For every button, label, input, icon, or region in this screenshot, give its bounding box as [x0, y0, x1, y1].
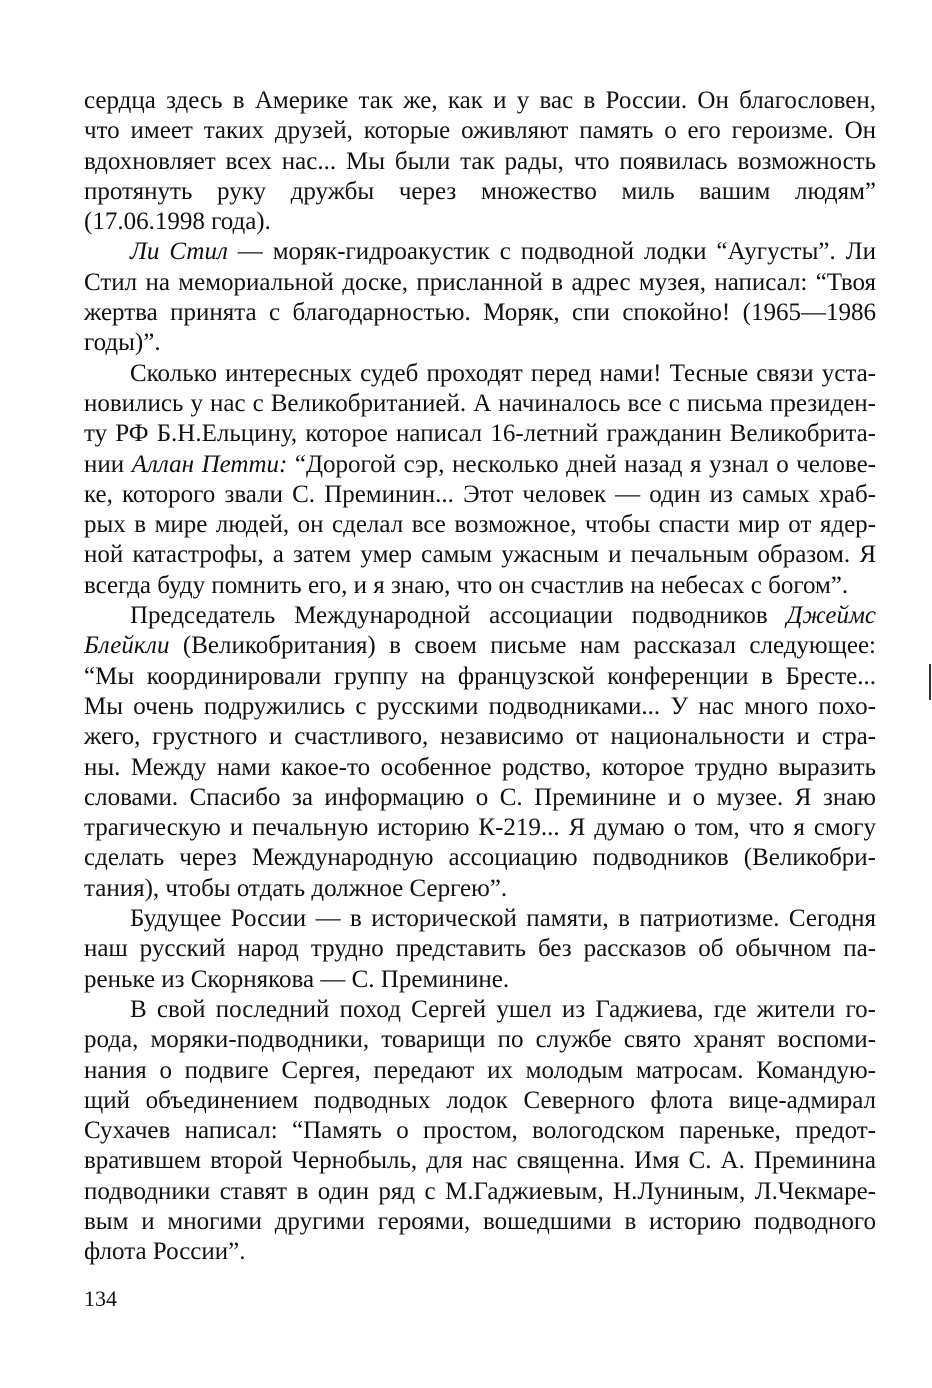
- paragraph-1: [84, 86, 876, 237]
- text-line: В свой последний поход Сергей ушел из Гаджиева, где жители го-: [130, 995, 876, 1023]
- text-line: [84, 601, 876, 631]
- text-fragment: — моряк-гидроакустик с подводной лодки “Аугусты”. Ли: [227, 238, 876, 266]
- text-line: Мы очень подружились с русскими подводниками... У нас много похо-: [84, 692, 876, 720]
- text-line: вым и многими другими героями, вошедшими в историю подводного: [84, 1207, 876, 1235]
- text-line: протянуть руку дружбы через множество миль вашим людям”: [84, 177, 876, 205]
- text-line: флота России”.: [84, 1238, 246, 1266]
- text-line: щий объединением подводных лодок Северного флота вице-адмирал: [84, 1086, 876, 1114]
- text-line: рых в мире людей, он сделал все возможное, чтобы спасти мир от ядер-: [84, 511, 876, 539]
- scan-edge-mark: [929, 664, 931, 700]
- text-line: наш русский народ трудно представить без рассказов об обычном па-: [84, 935, 876, 963]
- text-line: Будущее России — в исторической памяти, в патриотизме. Сегодня: [130, 905, 876, 933]
- text-line: Стил на мемориальной доске, присланной в адрес музея, написал: “Твоя: [84, 268, 876, 296]
- text-line: подводники ставят в один ряд с М.Гаджиевым, Н.Луниным, Л.Чекмаре-: [84, 1177, 876, 1205]
- text-line: “Мы координировали группу на французской конференции в Бресте...: [84, 662, 876, 690]
- paragraph-3: [84, 359, 876, 601]
- text-line: [84, 450, 876, 480]
- text-line: жего, грустного и счастливого, независимо от национальности и стра-: [84, 723, 876, 751]
- text-line: [84, 237, 876, 267]
- text-line: Сухачев написал: “Память о простом, вологодском пареньке, предот-: [84, 1117, 876, 1145]
- text-line: годы)”.: [84, 329, 161, 357]
- text-line: рода, моряки-подводники, товарищи по службе свято хранят воспоми-: [84, 1026, 876, 1054]
- text-fragment: нии: [84, 450, 132, 478]
- text-line: что имеет таких друзей, которые оживляют память о его героизме. Он: [84, 117, 876, 145]
- body-text: [84, 86, 876, 1268]
- text-line: вратившем второй Чернобыль, для нас священна. Имя С. А. Преминина: [84, 1147, 876, 1175]
- text-line: реньке из Скорнякова — С. Преминине.: [84, 965, 510, 993]
- text-line: тания), чтобы отдать должное Сергею”.: [84, 874, 508, 902]
- text-line: нания о подвиге Сергея, передают их молодым матросам. Командую-: [84, 1056, 876, 1084]
- text-line: трагическую и печальную историю К-219... Я думаю о том, что я смогу: [84, 814, 876, 842]
- text-line: жертва принята с благодарностью. Моряк, спи спокойно! (1965—1986: [84, 299, 876, 327]
- italic-name: Ли Стил: [130, 238, 228, 266]
- text-line: новились у нас с Великобританией. А начиналось все с письма президен-: [84, 389, 876, 417]
- text-line: [84, 631, 876, 661]
- text-line: ту РФ Б.Н.Ельцину, которое написал 16-летний гражданин Великобрита-: [84, 420, 876, 448]
- paragraph-6: [84, 995, 876, 1268]
- text-line: ной катастрофы, а затем умер самым ужасным и печальным образом. Я: [84, 541, 876, 569]
- text-line: ны. Между нами какое-то особенное родство, которое трудно выразить: [84, 753, 876, 781]
- text-fragment: (Великобритания) в своем письме нам рассказал следующее:: [169, 632, 876, 660]
- paragraph-2: [84, 237, 876, 358]
- text-line: всегда буду помнить его, и я знаю, что он счастлив на небесах с богом”.: [84, 571, 849, 599]
- text-line: вдохновляет всех нас... Мы были так рады, что появилась возможность: [84, 147, 876, 175]
- text-fragment: Председатель Международной ассоциации подводников: [130, 602, 787, 630]
- text-line: Сколько интересных судеб проходят перед нами! Тесные связи уста-: [130, 359, 876, 387]
- paragraph-4: [84, 601, 876, 904]
- text-line: ке, которого звали С. Преминин... Этот человек — один из самых храб-: [84, 480, 876, 508]
- text-fragment: “Дорогой сэр, несколько дней назад я узнал о челове-: [287, 450, 876, 478]
- italic-name: Блейкли: [84, 632, 170, 660]
- text-line: (17.06.1998 года).: [84, 208, 271, 236]
- text-line: сделать через Международную ассоциацию подводников (Великобри-: [84, 844, 876, 872]
- text-line: сердца здесь в Америке так же, как и у вас в России. Он благословен,: [84, 87, 876, 114]
- italic-name: Джеймс: [786, 602, 876, 630]
- italic-name: Аллан Петти:: [131, 450, 288, 478]
- page-number: 134: [84, 1286, 117, 1311]
- paragraph-5: [84, 904, 876, 995]
- text-line: словами. Спасибо за информацию о С. Преминине и о музее. Я знаю: [84, 783, 876, 811]
